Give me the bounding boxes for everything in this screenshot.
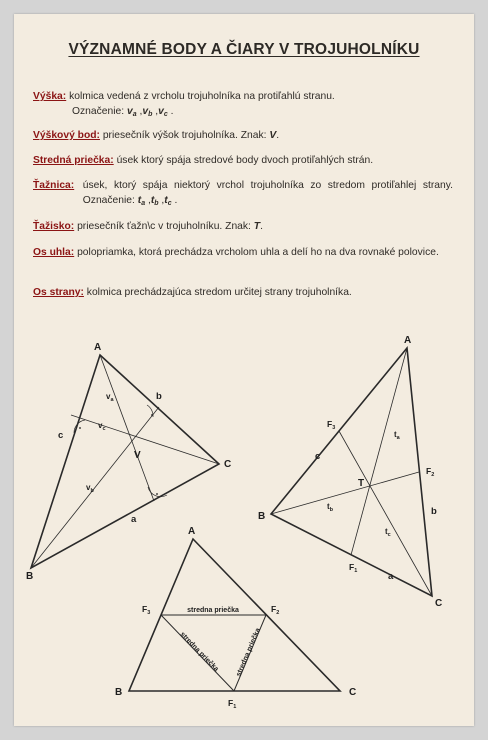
definition-vyska: Výška: kolmica vedená z vrcholu trojuholníka na protiľahlú stranu. Označenie: $v_a$ $,v_b$ $,v_c$ . [33, 91, 335, 118]
term-os-strany: Os strany: [33, 287, 84, 298]
midlines-vertex-b: B [115, 687, 123, 698]
midlines-vertex-c: C [349, 687, 357, 698]
text-tazisko: priesečník ťažn\c v trojuholníku. Znak: [74, 221, 254, 232]
heights-side-b: b [156, 391, 162, 402]
medians-vertex-c: C [435, 598, 443, 609]
symbol-ta: t [137, 195, 142, 206]
heights-vertex-a: A [94, 342, 102, 353]
term-tazisko: Ťažisko: [33, 221, 75, 232]
medians-f2: $F_2$ [426, 466, 435, 478]
page-title: VÝZNAMNÉ BODY A ČIARY V TROJUHOLNÍKU [68, 41, 420, 58]
heights-label-vc: $v_c$ [98, 421, 106, 432]
definition-vyskovy-bod: Výškový bod: priesečník výšok trojuholníka. Znak: V. [33, 130, 280, 141]
heights-vertex-c: C [224, 459, 232, 470]
midline-label-left: stredna priečka [178, 630, 220, 674]
midlines-f1: $F_1$ [228, 698, 237, 710]
text-vyska: kolmica vedená z vrcholu trojuholníka na protiľahlú stranu. [66, 91, 335, 102]
diagram-medians [271, 348, 435, 596]
height-vb-line [31, 407, 159, 568]
medians-label-tb: $t_b$ [327, 502, 334, 513]
poster [14, 14, 474, 726]
term-taznica: Ťažnica: [33, 180, 75, 191]
symbol-tb: t [150, 195, 155, 206]
medians-label-tc: $t_c$ [385, 527, 391, 538]
diagram-midlines [129, 539, 340, 691]
symbol-tc-sub: c [167, 200, 172, 207]
text-taznica-wrap: úsek, ktorý spája niektorý vrchol trojuholníka zo stredom protiľahlej strany. Označenie: $t_a$ $,t_b$ $,t_c$ . [82, 180, 453, 207]
midlines-vertex-a: A [188, 526, 196, 537]
medians-side-b: b [431, 506, 437, 517]
height-vc-line [71, 415, 219, 464]
symbol-tb-sub: b [154, 200, 159, 207]
midlines-f3: $F_3$ [142, 604, 151, 616]
medians-side-a: a [388, 571, 394, 582]
height-va-line [100, 355, 154, 501]
symbol-va-sub: a [132, 111, 137, 118]
median-ta-line [351, 348, 407, 555]
text-os-uhla: polopriamka, ktorá prechádza vrcholom uhla a delí ho na dva rovnaké polovice. [77, 247, 439, 258]
symbol-vb-sub: b [148, 111, 153, 118]
symbol-ta-sub: a [141, 200, 146, 207]
medians-f1: $F_1$ [349, 562, 358, 574]
heights-side-c: c [58, 430, 64, 441]
midline-label-top: stredna priečka [187, 607, 239, 614]
symbol-t: T [253, 221, 261, 232]
term-os-uhla: Os uhla: [33, 247, 75, 258]
heights-side-a: a [131, 514, 137, 525]
symbol-vb: v [142, 106, 149, 117]
text-vyskovy-bod: priesečník výšok trojuholníka. Znak: [99, 130, 270, 141]
heights-vertex-b: B [26, 571, 34, 582]
term-vyska: Výška: [33, 91, 67, 102]
definition-tazisko: Ťažisko: priesečník ťažn\c v trojuholníku. Znak: T. [33, 221, 263, 232]
text-stredna-priecka: úsek ktorý spája stredové body dvoch protiľahlých strán. [113, 155, 374, 166]
heights-label-va: $v_a$ [106, 392, 114, 403]
midlines-f2: $F_2$ [271, 604, 280, 616]
heights-center-v: V [134, 450, 141, 461]
text-os-strany: kolmica prechádzajúca stredom určitej strany trojuholníka. [83, 287, 352, 298]
term-vyskovy-bod: Výškový bod: [33, 130, 100, 141]
text-taznica: úsek, ktorý spája niektorý vrchol trojuholníka zo stredom protiľahlej strany. Označenie: [82, 180, 453, 206]
symbol-vc: v [158, 106, 164, 117]
medians-f3: $F_3$ [327, 419, 336, 431]
medians-vertex-a: A [404, 335, 412, 346]
medians-side-c: c [315, 451, 321, 462]
medians-vertex-b: B [258, 511, 266, 522]
median-tb-line [271, 472, 419, 514]
medians-centroid-t: T [358, 478, 365, 489]
midline-label-right: stredna priečka [235, 627, 262, 678]
symbol-tc: t [164, 195, 168, 206]
symbol-vc-sub: c [163, 111, 168, 118]
diagrams-svg [14, 14, 474, 726]
term-stredna-priecka: Stredná priečka: [33, 155, 114, 166]
heights-label-vb: $v_b$ [86, 483, 94, 494]
symbol-va: v [126, 106, 133, 117]
medians-label-ta: $t_a$ [394, 430, 400, 441]
symbol-v: V [269, 130, 277, 141]
note-label-vyska: Označenie: [72, 106, 127, 117]
triangle-medians [271, 348, 435, 596]
